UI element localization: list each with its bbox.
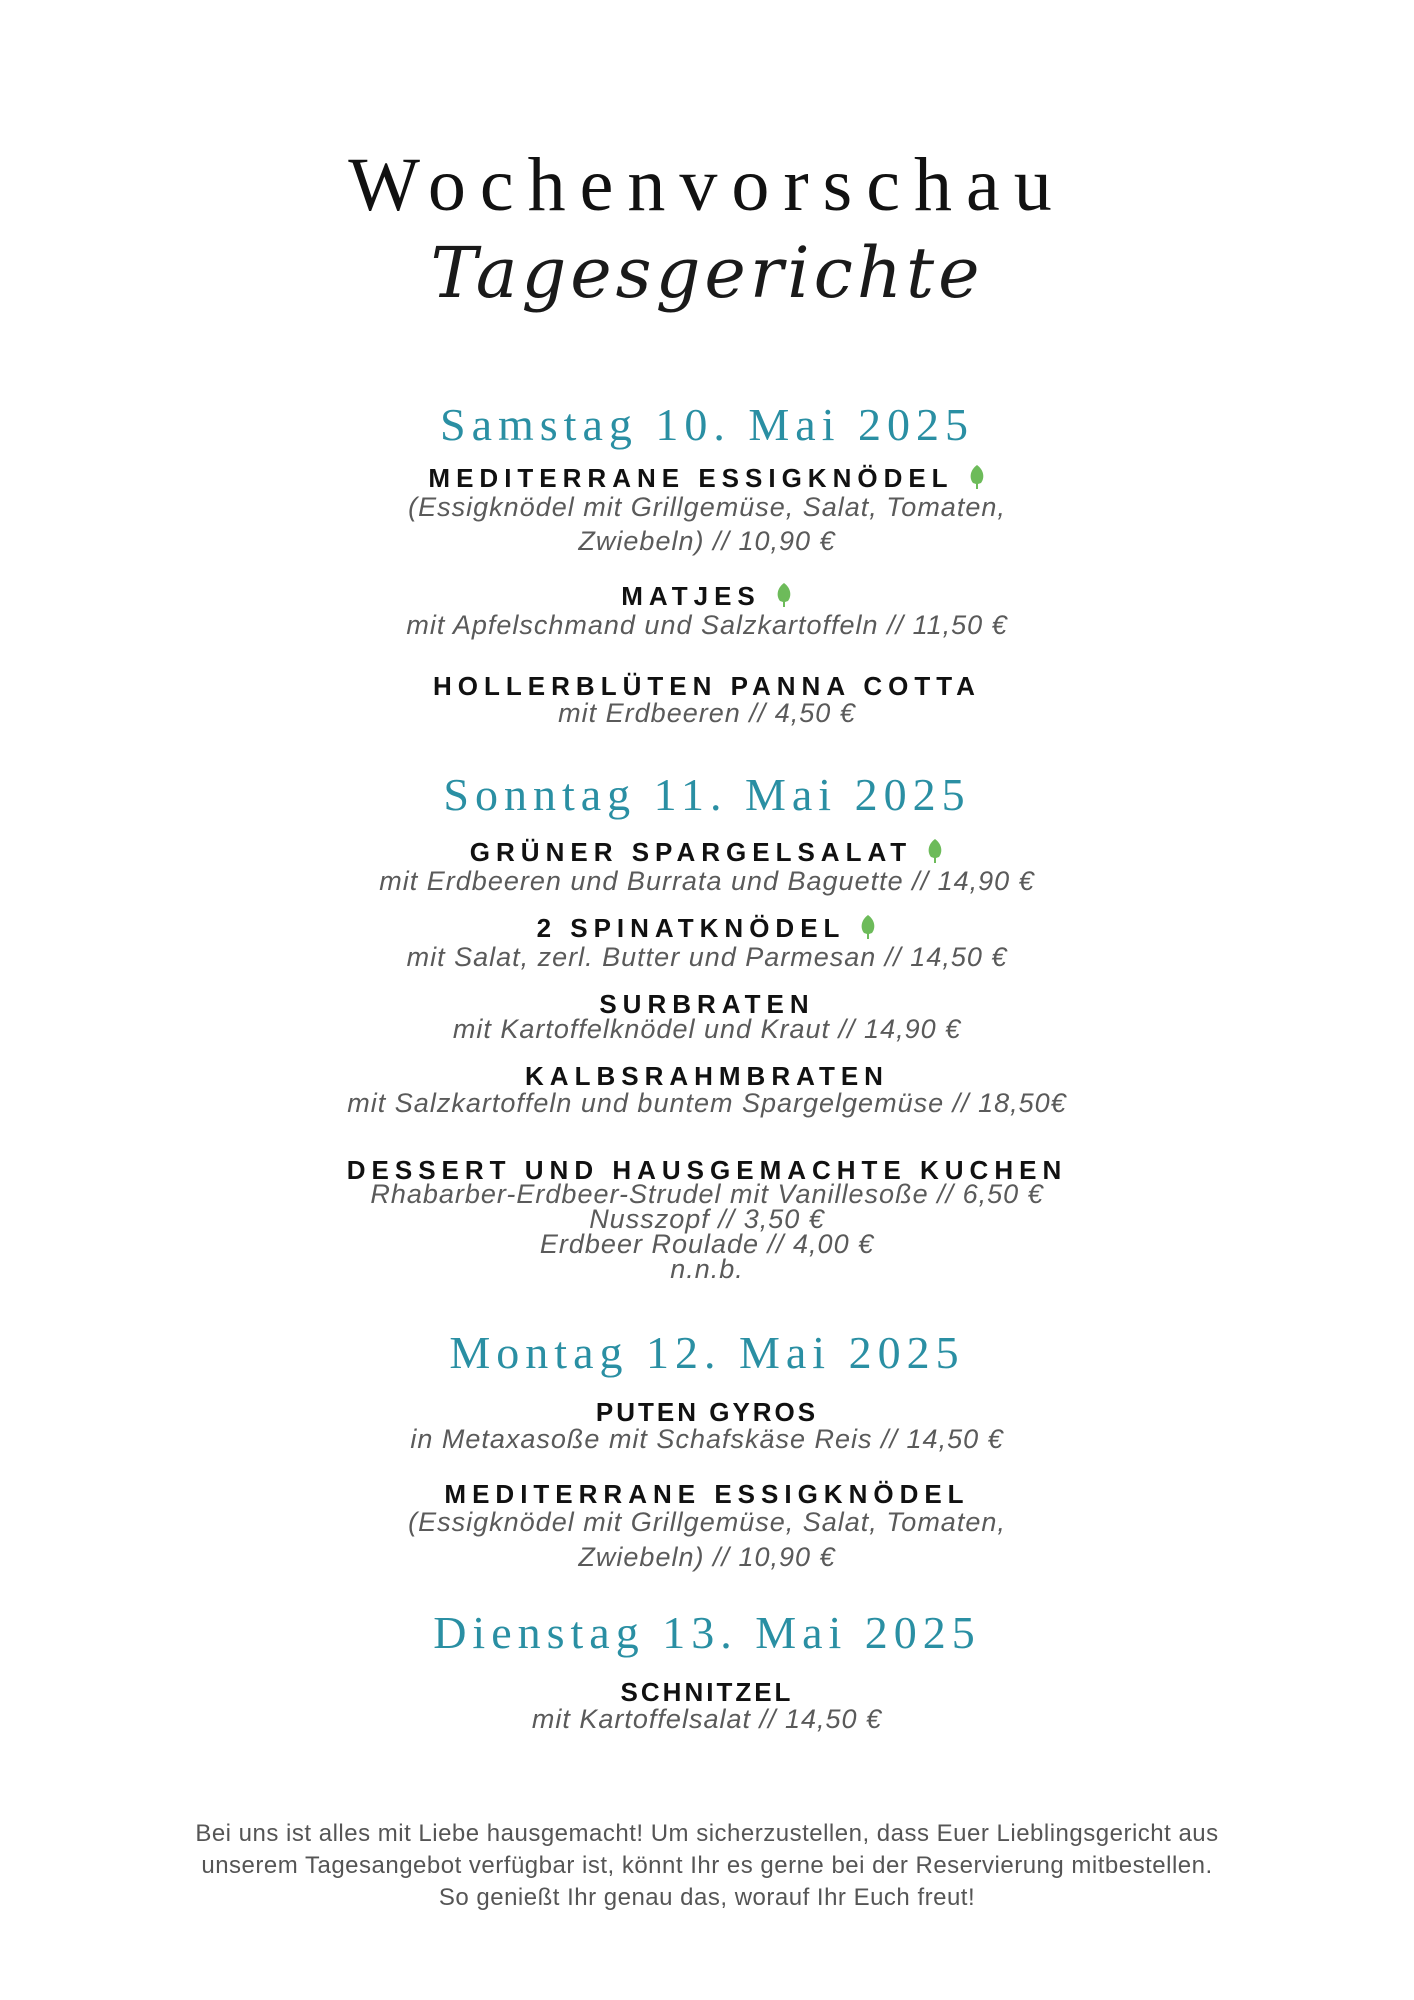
leaf-icon	[859, 914, 877, 940]
dish-name: MATJES	[0, 580, 1414, 612]
dish-name: MEDITERRANE ESSIGKNÖDEL	[444, 1479, 970, 1509]
footer-line: unserem Tagesangebot verfügbar ist, könnt Ihr es gerne bei der Reservierung mitbestellen.	[201, 1852, 1213, 1879]
dish-description: mit Kartoffelsalat // 14,50 €	[531, 1704, 883, 1734]
dish-description: mit Salzkartoffeln und buntem Spargelgemüse // 18,50€	[347, 1088, 1067, 1118]
dish-name: PUTEN GYROS	[595, 1397, 819, 1427]
day-heading-tuesday: Dienstag 13. Mai 2025	[433, 1607, 981, 1658]
day-heading-monday: Montag 12. Mai 2025	[449, 1327, 965, 1378]
leaf-icon	[926, 838, 944, 864]
dish-description: Rhabarber-Erdbeer-Strudel mit Vanillesoße // 6,50 €	[370, 1179, 1044, 1209]
dish-description: Erdbeer Roulade // 4,00 €	[539, 1229, 875, 1259]
dish-name: MEDITERRANE ESSIGKNÖDEL	[0, 462, 1414, 494]
dish-description: (Essigknödel mit Grillgemüse, Salat, Tomaten,	[408, 1507, 1006, 1537]
footer-line: So genießt Ihr genau das, worauf Ihr Euch freut!	[438, 1884, 976, 1911]
dish-description: Zwiebeln) // 10,90 €	[578, 1542, 836, 1572]
dish-description: (Essigknödel mit Grillgemüse, Salat, Tomaten,	[408, 492, 1006, 522]
dish-description: mit Apfelschmand und Salzkartoffeln // 11,50 €	[406, 610, 1008, 640]
dish-description: mit Kartoffelknödel und Kraut // 14,90 €	[452, 1014, 962, 1044]
dish-name: KALBSRAHMBRATEN	[525, 1061, 889, 1091]
dish-description: in Metaxasoße mit Schafskäse Reis // 14,50 €	[410, 1424, 1004, 1454]
dish-name: SURBRATEN	[599, 989, 815, 1019]
dish-description: Nusszopf // 3,50 €	[589, 1204, 825, 1234]
page-title: Wochenvorschau	[348, 143, 1066, 227]
day-heading-sunday: Sonntag 11. Mai 2025	[443, 769, 971, 820]
dish-name: DESSERT UND HAUSGEMACHTE KUCHEN	[346, 1155, 1068, 1185]
leaf-icon	[968, 464, 986, 490]
leaf-icon	[775, 582, 793, 608]
dish-description: mit Erdbeeren // 4,50 €	[558, 698, 856, 728]
dish-description: mit Salat, zerl. Butter und Parmesan // 14,50 €	[406, 942, 1008, 972]
dish-name: GRÜNER SPARGELSALAT	[0, 836, 1414, 868]
dish-name: 2 SPINATKNÖDEL	[0, 912, 1414, 944]
dish-description: mit Erdbeeren und Burrata und Baguette // 14,90 €	[379, 866, 1035, 896]
dish-description: Zwiebeln) // 10,90 €	[578, 526, 836, 556]
footer-line: Bei uns ist alles mit Liebe hausgemacht! Um sicherzustellen, dass Euer Lieblingsgericht aus	[195, 1820, 1219, 1847]
dish-description: n.n.b.	[670, 1254, 744, 1284]
dish-name: SCHNITZEL	[620, 1677, 794, 1707]
day-heading-saturday: Samstag 10. Mai 2025	[440, 399, 974, 450]
footer-note	[0, 1818, 1414, 1914]
page-subtitle: Tagesgerichte	[430, 232, 984, 314]
dish-name: HOLLERBLÜTEN PANNA COTTA	[433, 671, 981, 701]
